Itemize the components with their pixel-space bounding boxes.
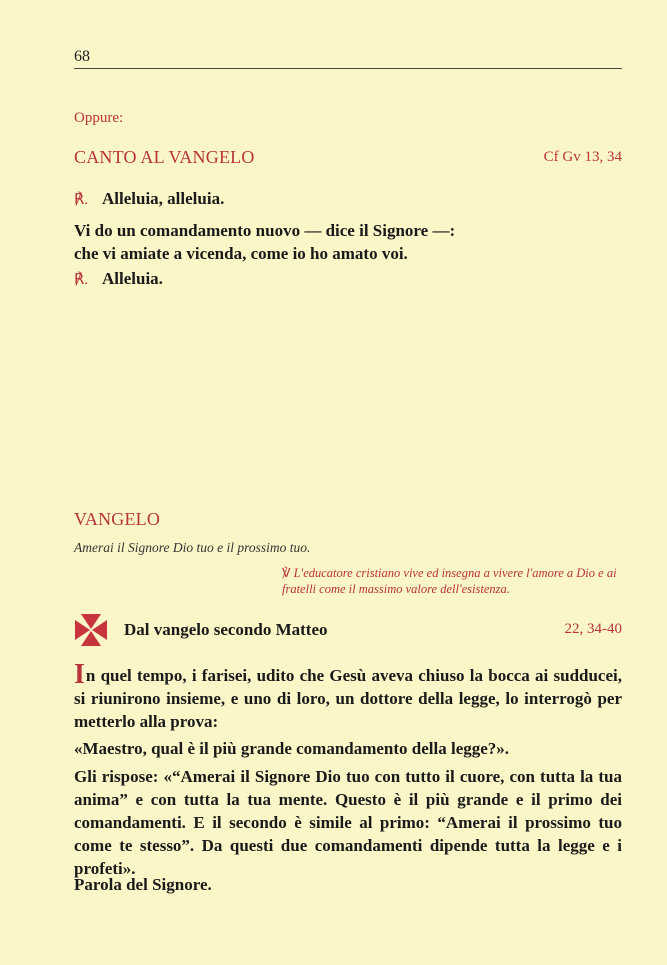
canto-verse [74,219,504,265]
note-symbol: ℣ [282,566,291,580]
response-symbol: ℟. [74,192,89,208]
response-text: Alleluia. [102,269,163,288]
vangelo-antitle: Amerai il Signore Dio tuo e il prossimo tuo. [74,540,311,555]
response-symbol: ℟. [74,272,89,288]
closing-acclamation: Parola del Signore. [74,875,212,894]
gospel-paragraph-1 [74,659,622,733]
paragraph-text: n quel tempo, i farisei, udito che Gesù aveva chiuso la bocca ai sudducei, si riunirono insieme, e uno di loro, un dottore della legge, lo interrogò per metterlo alla prova: [74,666,622,731]
drop-cap: I [74,659,85,690]
canto-title: CANTO AL VANGELO [74,147,255,167]
oppure-label: Oppure: [74,110,124,126]
vangelo-title: VANGELO [74,509,161,529]
maltese-cross-icon [74,613,108,647]
response-text: Alleluia, alleluia. [102,189,225,208]
page-number: 68 [74,48,90,65]
top-rule [74,68,622,69]
gospel-paragraph-3: Gli rispose: «“Amerai il Signore Dio tuo con tutto il cuore, con tutta la tua anima” e con tutta la tua mente. Questo è il più grande e il primo dei comandamenti. E il secondo è simile al primo: “Amerai il prossimo tuo come te stesso”. Da questi due comandamenti dipende tutta la legge e i profeti». [74,767,622,878]
verse-line: che vi amiate a vicenda, come io ho amato voi. [74,244,408,263]
response-alleluia-1 [74,189,224,209]
note-text: L'educatore cristiano vive ed insegna a vivere l'amore a Dio e ai fratelli come il massimo valore dell'esistenza. [282,566,617,596]
reading-reference: 22, 34-40 [564,621,622,637]
reading-source: Dal vangelo secondo Matteo [124,620,328,639]
canto-reference: Cf Gv 13, 34 [543,149,622,165]
vangelo-note [282,565,626,597]
gospel-paragraph-2: «Maestro, qual è il più grande comandamento della legge?». [74,739,510,758]
response-alleluia-2 [74,269,163,289]
verse-line: Vi do un comandamento nuovo — dice il Signore —: [74,221,456,240]
